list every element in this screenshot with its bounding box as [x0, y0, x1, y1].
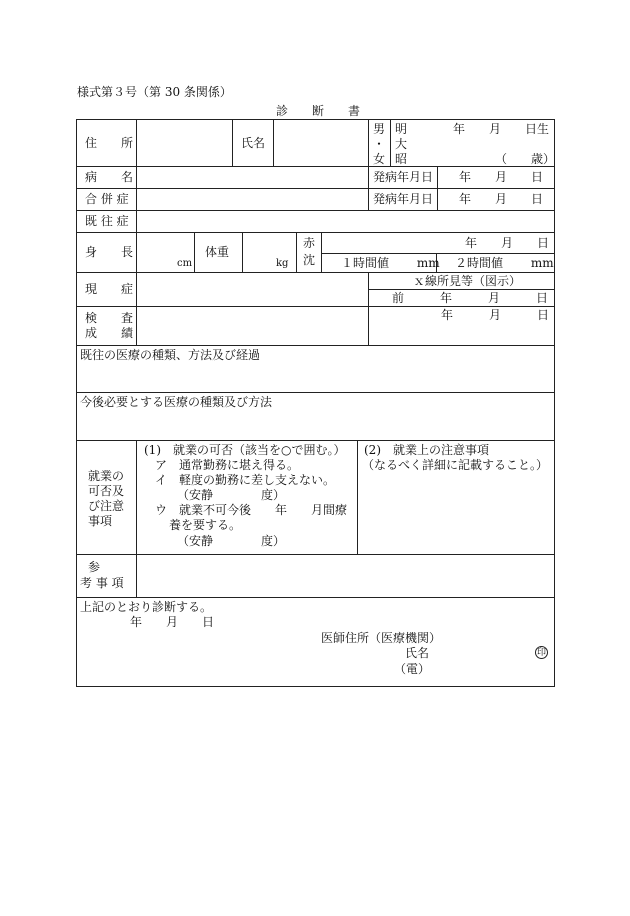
reference-label-1: 参	[88, 560, 101, 574]
employment-note-title: (2) 就業上の注意事項	[364, 443, 489, 457]
era-meiji: 明	[395, 122, 408, 136]
disease-onset-date: 年 月 日	[459, 170, 544, 184]
weight-unit: kg	[276, 258, 289, 269]
employment-label-4: 事項	[88, 514, 113, 528]
name-label: 氏名	[241, 136, 266, 150]
doctor-name-label: 氏名	[405, 646, 430, 660]
height-label: 身 長	[85, 245, 134, 259]
era-showa: 昭	[395, 152, 408, 166]
height-unit: cm	[177, 258, 193, 269]
age: （ 歳）	[495, 152, 556, 166]
diagnosis-date: 年 月 日	[130, 615, 215, 629]
employment-item-u-cont: 養を要する。	[169, 518, 242, 532]
employment-item-1: (1) 就業の可否（該当を○で囲む。）	[144, 443, 346, 457]
weight-label: 体重	[205, 245, 230, 259]
sex-dot: ・	[373, 137, 386, 151]
xray-label: ｘ線所見等（図示）	[413, 274, 522, 288]
treatment-history-label: 既往の医療の種類、方法及び経過	[80, 348, 261, 362]
phone-label: （電）	[394, 662, 431, 676]
diagnosis-statement: 上記のとおり診断する。	[80, 600, 213, 614]
employment-item-i: イ 軽度の勤務に差し支えない。	[155, 473, 336, 487]
esr-date: 年 月 日	[465, 236, 550, 250]
sex-female: 女	[373, 152, 386, 166]
esr-label-1: 赤	[303, 236, 316, 250]
exam-label-1: 検 査	[85, 311, 134, 325]
complication-onset-label: 発病年月日	[373, 192, 434, 206]
document-title: 診 断 書	[276, 104, 361, 118]
employment-rest-1: （安静 度）	[177, 488, 286, 502]
employment-rest-2: （安静 度）	[177, 534, 286, 548]
treatment-future-label: 今後必要とする医療の種類及び方法	[80, 395, 273, 409]
employment-label-3: び注意	[88, 499, 125, 513]
era-taisho: 大	[395, 137, 408, 151]
sex-male: 男	[373, 122, 386, 136]
employment-note-sub: （なるべく詳細に記載すること。）	[362, 458, 549, 472]
esr-1h: １時間値 mm	[341, 256, 440, 270]
current-symptoms-label: 現 症	[85, 282, 134, 296]
complication-onset-date: 年 月 日	[459, 192, 544, 206]
past-illness-label: 既 往 症	[85, 214, 129, 228]
disease-onset-label: 発病年月日	[373, 170, 434, 184]
reference-label-2: 考 事 項	[80, 576, 124, 590]
form-number: 様式第３号（第 30 条関係）	[77, 85, 232, 99]
esr-2h: ２時間値 mm	[455, 256, 554, 270]
complication-label: 合 併 症	[85, 192, 129, 206]
doctor-address-label: 医師住所（医療機関）	[321, 631, 442, 645]
seal-mark: 印	[536, 648, 546, 658]
employment-item-u: ウ 就業不可今後 年 月間療	[155, 503, 348, 517]
exam-date: 年 月 日	[441, 308, 550, 322]
birth-date: 年 月 日生	[453, 122, 550, 136]
employment-item-a: ア 通常勤務に堪え得る。	[155, 458, 300, 472]
employment-label-2: 可否及	[88, 484, 125, 498]
exam-label-2: 成 績	[85, 326, 134, 340]
address-label: 住 所	[85, 136, 134, 150]
disease-label: 病 名	[85, 170, 134, 184]
esr-label-2: 沈	[303, 253, 316, 267]
employment-label-1: 就業の	[88, 469, 125, 483]
xray-date: 前 年 月 日	[392, 291, 549, 305]
